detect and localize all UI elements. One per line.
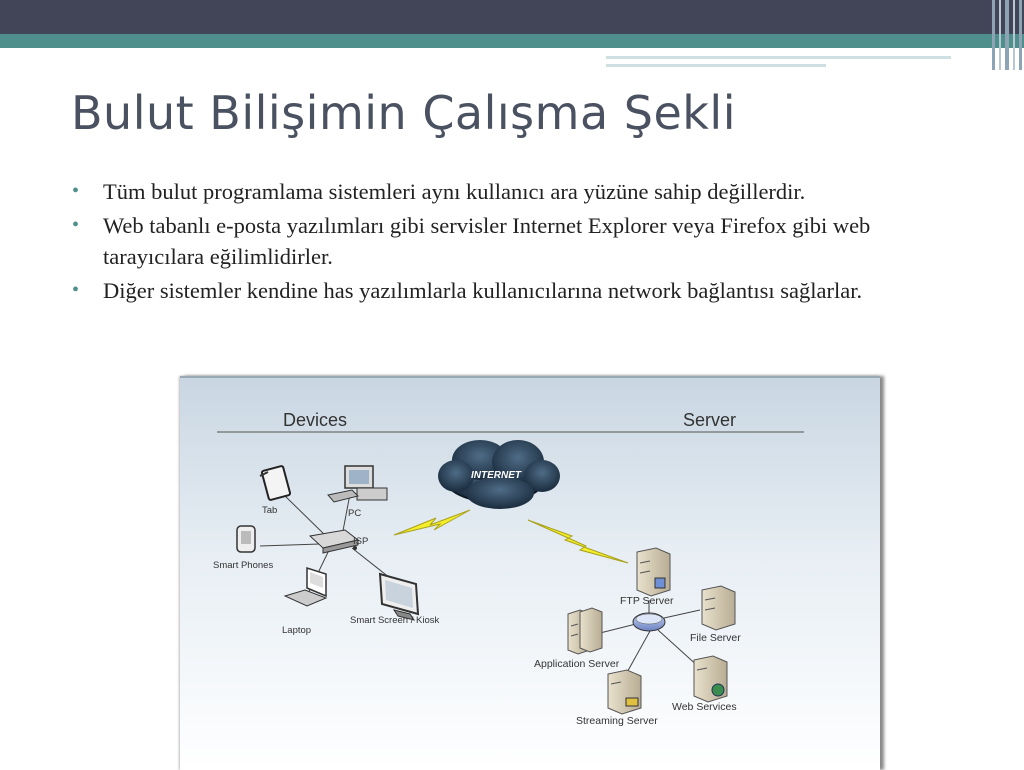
header-accent-line [606,64,826,67]
bullet-item [72,176,972,207]
application-server-icon [568,608,602,654]
smart-screen-label: Smart Screen / Kiosk [350,615,440,626]
smart-screen-icon [380,574,418,620]
streaming-server-icon [608,670,641,714]
lightning-bolt-icon [528,520,628,563]
smart-phones-label: Smart Phones [213,560,274,571]
isp-label: ISP [353,536,369,547]
laptop-icon [285,568,326,606]
bullet-dot: • [72,214,80,236]
application-server-label: Application Server [534,658,620,670]
isp-hub-icon [310,530,358,553]
bullet-item [72,210,972,272]
web-services-label: Web Services [672,701,737,713]
network-switch-top [636,614,662,624]
bullet-text: Tüm bulut programlama sistemleri aynı kullanıcı ara yüzüne sahip değillerdir. [103,179,806,204]
header-accent-line [606,56,951,59]
bullet-dot: • [72,180,80,202]
tab-label: Tab [262,505,278,516]
header-teal-band [0,34,1024,48]
file-server-label: File Server [690,632,741,644]
slide-title: Bulut Bilişimin Çalışma Şekli [71,86,736,140]
ftp-server-icon [637,548,670,596]
bullet-item [72,275,972,306]
bullet-dot: • [72,279,80,301]
laptop-label: Laptop [282,625,312,636]
streaming-server-label: Streaming Server [576,715,658,727]
network-diagram [180,376,880,770]
lightning-bolt-icon [394,510,470,535]
smart-phone-icon [237,526,255,552]
bullet-text: Web tabanlı e-posta yazılımları gibi servisler Internet Explorer veya Firefox gibi web tarayıcılara eğilimlidirler. [103,213,871,269]
header-right-stripes [990,0,1024,70]
internet-label: INTERNET [471,470,521,481]
bullet-list [72,176,972,309]
header-dark-band [0,0,1024,34]
pc-icon [328,466,387,502]
pc-label: PC [348,508,362,519]
tab-device-icon [260,466,291,501]
file-server-icon [702,586,735,630]
network-diagram-svg [180,378,880,770]
ftp-server-label: FTP Server [620,595,674,607]
bullet-text: Diğer sistemler kendine has yazılımlarla kullanıcılarına network bağlantısı sağlarlar. [103,278,863,303]
server-header: Server [683,410,737,430]
devices-header: Devices [283,410,348,430]
web-services-icon [694,656,727,702]
